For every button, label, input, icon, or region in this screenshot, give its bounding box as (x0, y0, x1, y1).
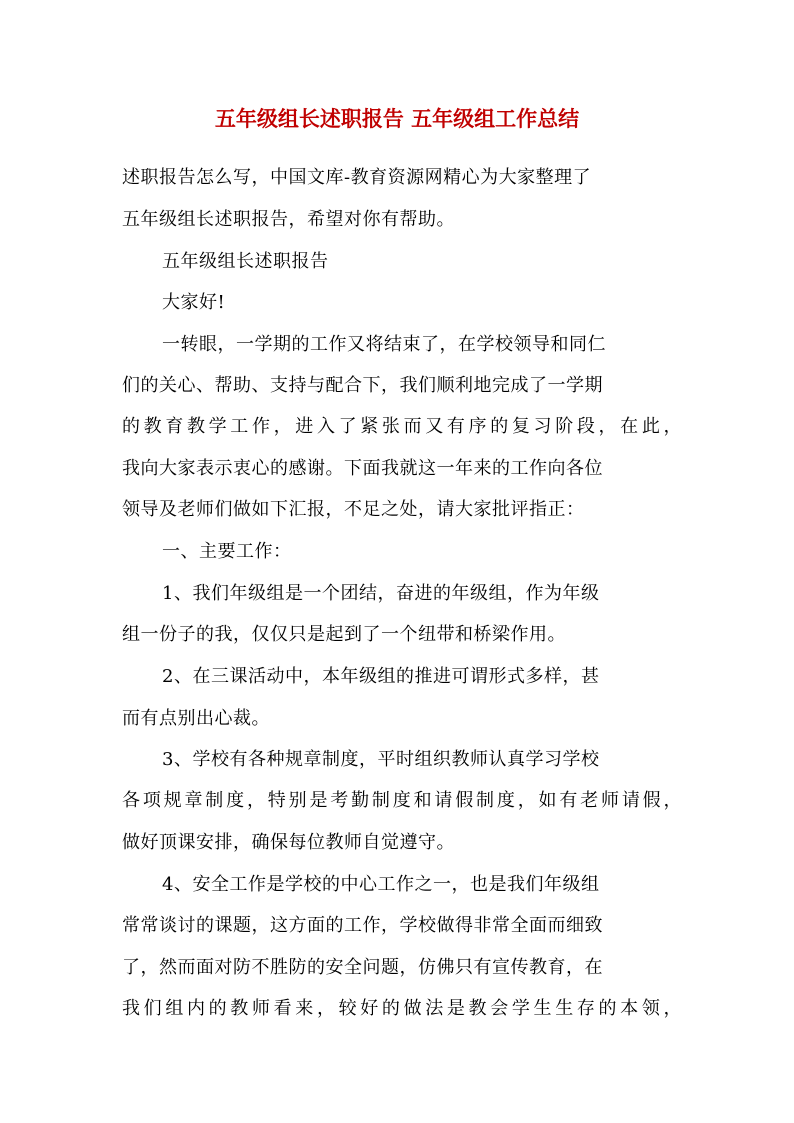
body-line: 们的关心、帮助、支持与配合下，我们顺利地完成了一学期 (122, 375, 603, 396)
body-line: 2、在三课活动中，本年级组的推进可谓形式多样，甚 (162, 666, 600, 687)
body-line: 各项规章制度，特别是考勤制度和请假制度，如有老师请假， (122, 790, 682, 811)
body-line: 领导及老师们做如下汇报，不足之处，请大家批评指正： (122, 499, 585, 520)
document-title: 五年级组长述职报告 五年级组工作总结 (214, 106, 580, 131)
greeting-line: 大家好! (162, 292, 226, 313)
body-line: 的教育教学工作，进入了紧张而又有序的复习阶段，在此， (122, 416, 682, 437)
body-line: 述职报告怎么写，中国文库-教育资源网精心为大家整理了 (122, 167, 592, 188)
body-line: 1、我们年级组是一个团结，奋进的年级组，作为年级 (162, 583, 600, 604)
body-line: 3、学校有各种规章制度，平时组织教师认真学习学校 (162, 749, 600, 770)
section-heading: 一、主要工作： (162, 541, 292, 562)
body-line: 我们组内的教师看来，较好的做法是教会学生生存的本领， (122, 998, 682, 1019)
body-line: 五年级组长述职报告，希望对你有帮助。 (122, 209, 455, 230)
body-line: 我向大家表示衷心的感谢。下面我就这一年来的工作向各位 (122, 458, 603, 479)
body-line: 而有点别出心裁。 (122, 708, 270, 729)
body-line: 4、安全工作是学校的中心工作之一，也是我们年级组 (162, 874, 600, 895)
body-line: 了，然而面对防不胜防的安全问题，仿佛只有宣传教育，在 (122, 957, 603, 978)
body-line: 一转眼，一学期的工作又将结束了，在学校领导和同仁 (162, 334, 606, 355)
body-line: 做好顶课安排，确保每位教师自觉遵守。 (122, 832, 455, 853)
body-line: 组一份子的我，仅仅只是起到了一个纽带和桥梁作用。 (122, 624, 566, 645)
body-line: 常常谈讨的课题，这方面的工作，学校做得非常全面而细致 (122, 915, 603, 936)
report-subtitle: 五年级组长述职报告 (162, 251, 329, 272)
